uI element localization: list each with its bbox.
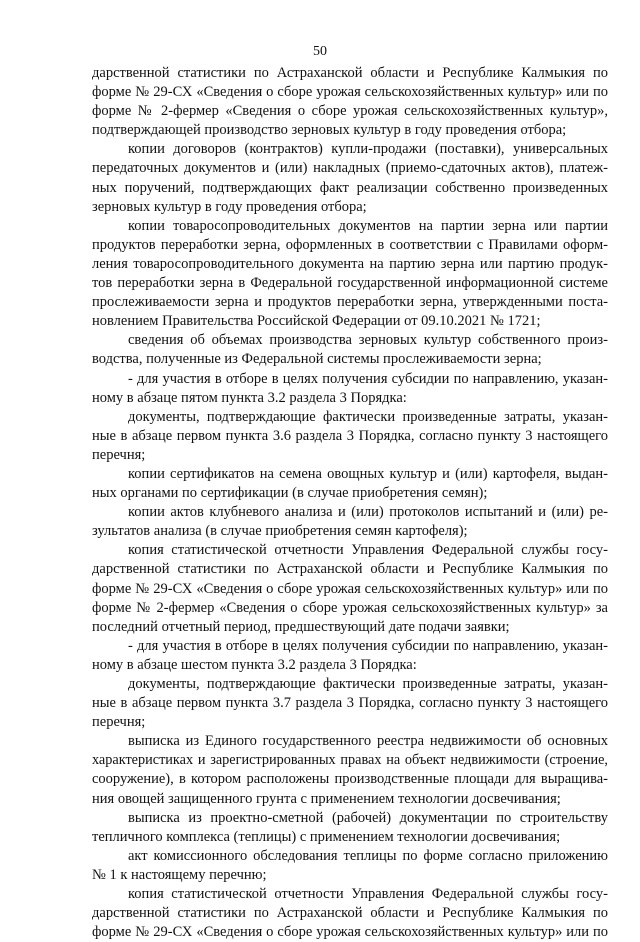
text-line: копия статистической отчетности Управления Федеральной службы госу-	[128, 886, 608, 903]
text-line: форме № 29-СХ «Сведения о сборе урожая сельскохозяйственных культур» или по	[92, 84, 608, 101]
text-line: зерновых культур в году проведения отбора;	[92, 198, 367, 215]
text-line: форме № 29-СХ «Сведения о сборе урожая сельскохозяйственных культур» или по	[92, 924, 608, 941]
text-line: - для участия в отборе в целях получения субсидии по направлению, указан-	[128, 370, 608, 387]
text-line: перечня;	[92, 714, 146, 731]
page-number: 50	[313, 44, 327, 59]
text-line: форме № 2-фермер «Сведения о сборе урожая сельскохозяйственных культур» за	[92, 599, 608, 616]
text-line: зультатов анализа (в случае приобретения семян картофеля);	[92, 523, 468, 540]
text-line: копии сертификатов на семена овощных культур и (или) картофеля, выдан-	[128, 465, 608, 482]
text-line: форме № 2-фермер «Сведения о сборе урожая сельскохозяйственных культур»,	[92, 103, 608, 120]
text-line: ных поручений, подтверждающих факт реализации собственно произведенных	[92, 179, 608, 196]
text-line: ные в абзаце первом пункта 3.6 раздела 3 Порядка, согласно пункту 3 настоящего	[92, 427, 608, 444]
document-body	[92, 64, 608, 942]
text-line: прослеживаемости зерна и продуктов переработки зерна, утвержденными поста-	[92, 294, 608, 311]
text-line: подтверждающей производство зерновых культур в году проведения отбора;	[92, 122, 567, 139]
text-line: ные в абзаце первом пункта 3.7 раздела 3 Порядка, согласно пункту 3 настоящего	[92, 695, 608, 712]
text-line: копии договоров (контрактов) купли-продажи (поставки), универсальных	[128, 141, 608, 158]
text-line: документы, подтверждающие фактически произведенные затраты, указан-	[128, 676, 608, 692]
text-line: выписка из проектно-сметной (рабочей) документации по строительству	[128, 809, 608, 826]
text-line: тов переработки зерна в Федеральной государственной информационной системе	[92, 275, 608, 292]
text-line: характеристиках и зарегистрированных правах на объект недвижимости (строение,	[92, 752, 608, 769]
text-line: ления товаросопроводительного документа на партию зерна или партию продук-	[92, 255, 608, 272]
text-line: тепличного комплекса (теплицы) с применением технологии досвечивания;	[92, 828, 561, 845]
text-line: передаточных документов и (или) накладных (приемо-сдаточных актов), платеж-	[92, 160, 608, 177]
text-line: перечня;	[92, 446, 146, 463]
text-line: - для участия в отборе в целях получения субсидии по направлению, указан-	[128, 637, 608, 654]
text-line: последний отчетный период, предшествующий дате подачи заявки;	[92, 618, 510, 635]
text-line: новлением Правительства Российской Федерации от 09.10.2021 № 1721;	[92, 313, 541, 330]
text-line: акт комиссионного обследования теплицы по форме согласно приложению	[128, 847, 608, 864]
text-line: ных органами по сертификации (в случае приобретения семян);	[92, 485, 488, 502]
text-line: копии товаросопроводительных документов на партии зерна или партии	[128, 217, 608, 234]
text-line: сооружение), в котором расположены производственные площади для выращива-	[92, 771, 608, 788]
text-line: ния овощей защищенного грунта с применением технологии досвечивания;	[92, 790, 561, 807]
text-line: документы, подтверждающие фактически произведенные затраты, указан-	[128, 408, 608, 425]
text-line: сведения об объемах производства зерновых культур собственного произ-	[128, 332, 608, 349]
text-line: ному в абзаце шестом пункта 3.2 раздела 3 Порядка:	[92, 656, 417, 673]
text-line: копия статистической отчетности Управления Федеральной службы госу-	[128, 542, 608, 559]
text-line: продуктов переработки зерна, оформленных в соответствии с Правилами оформ-	[92, 236, 608, 253]
text-line: дарственной статистики по Астраханской области и Республике Калмыкия по	[92, 561, 608, 578]
text-line: форме № 29-СХ «Сведения о сборе урожая сельскохозяйственных культур» или по	[92, 580, 608, 597]
text-line: № 1 к настоящему перечню;	[92, 866, 267, 883]
text-line: выписка из Единого государственного реестра недвижимости об основных	[128, 733, 608, 750]
text-line: копии актов клубневого анализа и (или) протоколов испытаний и (или) ре-	[128, 504, 608, 521]
text-line: водства, полученные из Федеральной системы прослеживаемости зерна;	[92, 351, 542, 368]
text-line: ному в абзаце пятом пункта 3.2 раздела 3 Порядка:	[92, 389, 407, 406]
text-line: дарственной статистики по Астраханской области и Республике Калмыкия по	[92, 905, 608, 922]
text-line: дарственной статистики по Астраханской области и Республике Калмыкия по	[92, 65, 608, 81]
